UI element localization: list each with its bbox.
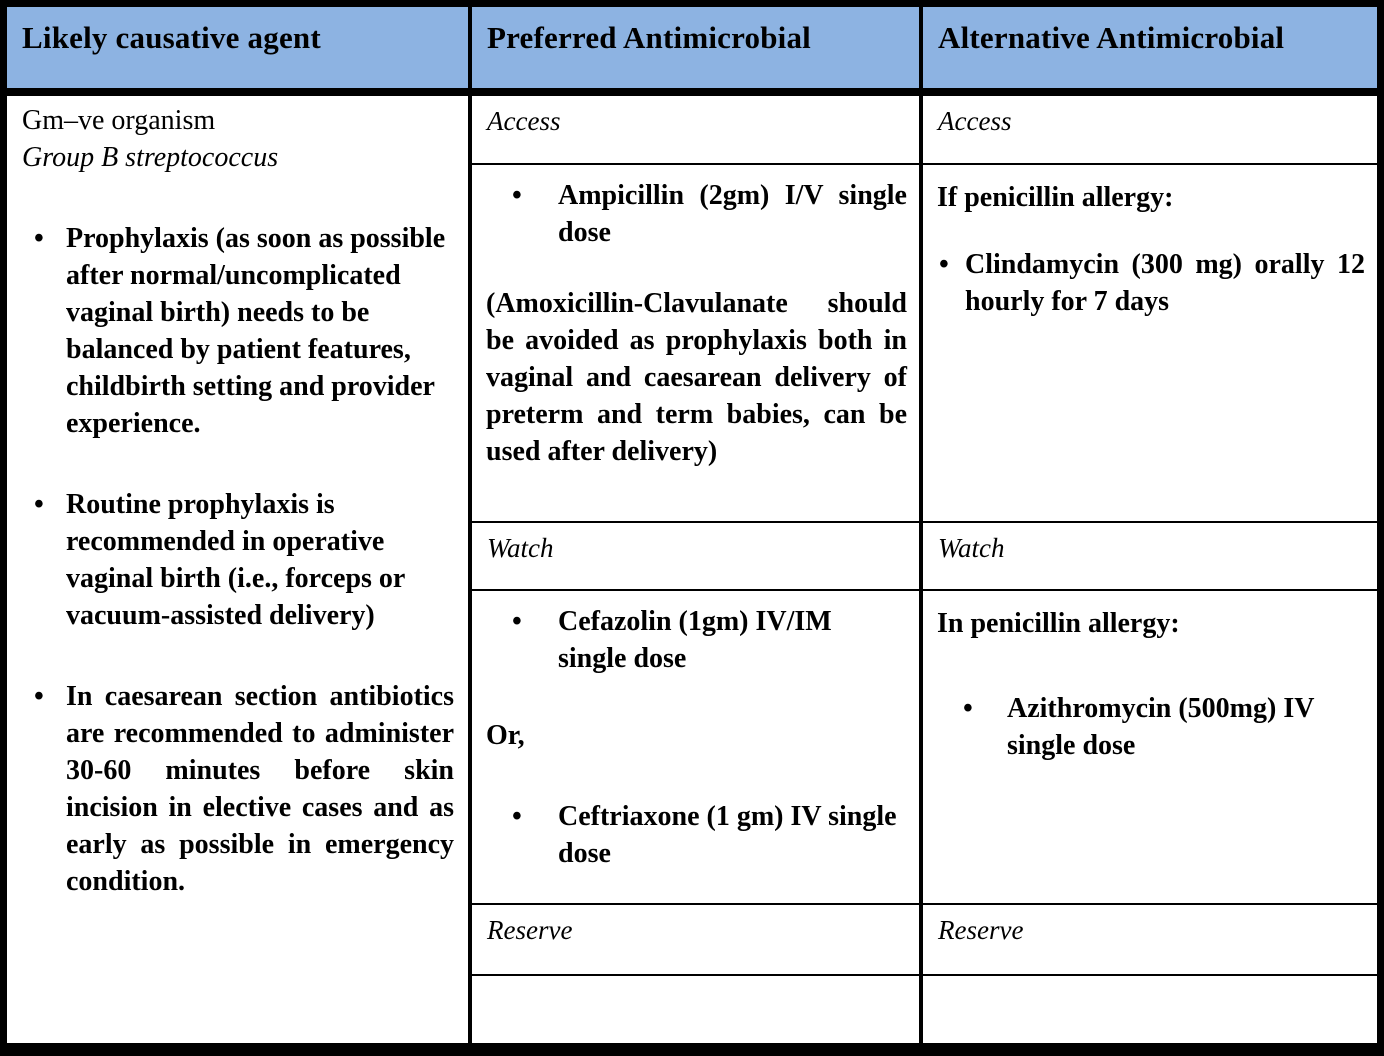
watch-label: Watch — [487, 533, 554, 563]
organism-text: Gm–ve organism — [22, 105, 216, 136]
ampicillin-bullet — [486, 177, 907, 251]
bullet-icon: • — [34, 489, 44, 520]
amoxicillin-note-text: (Amoxicillin-Clavulanate should be avoided as prophylaxis both in vaginal and caesarean delivery of preterm and term babies, can be used after delivery) — [486, 288, 907, 467]
preferred-watch-content-cell — [468, 589, 919, 903]
bullet-icon: • — [512, 606, 522, 637]
header-alternative-antimicrobial — [919, 7, 1377, 96]
penicillin-allergy-heading: In penicillin allergy: — [937, 608, 1180, 639]
organism-species-text: Group B streptococcus — [22, 142, 279, 173]
or-text: Or, — [486, 720, 525, 751]
reserve-label: Reserve — [487, 915, 573, 945]
alternative-reserve-empty-cell — [919, 974, 1377, 1043]
bullet-icon: • — [939, 249, 949, 280]
cefazolin-bullet — [486, 603, 907, 677]
access-label: Access — [938, 106, 1012, 136]
preferred-reserve-empty-cell — [468, 974, 919, 1043]
alternative-access-label-cell — [919, 96, 1377, 163]
watch-label: Watch — [938, 533, 1005, 563]
penicillin-allergy-heading: If penicillin allergy: — [937, 182, 1174, 213]
causative-bullet-3 — [22, 678, 458, 900]
clindamycin-bullet — [937, 246, 1365, 320]
causative-bullet-3-text: In caesarean section antibiotics are recommended to administer 30-60 minutes before skin incision in elective cases and as early as possible in emergency condition. — [66, 681, 454, 897]
ceftriaxone-bullet — [486, 798, 907, 872]
alternative-reserve-label-cell — [919, 903, 1377, 974]
causative-bullet-1 — [22, 220, 458, 442]
azithromycin-text: Azithromycin (500mg) IV single dose — [1007, 693, 1314, 761]
ceftriaxone-text: Ceftriaxone (1 gm) IV single dose — [558, 801, 897, 869]
causative-agent-cell — [7, 96, 468, 1043]
header-col3-label: Alternative Antimicrobial — [938, 20, 1285, 55]
ampicillin-text: Ampicillin (2gm) I/V single dose — [558, 180, 907, 248]
alternative-watch-label-cell — [919, 521, 1377, 589]
header-preferred-antimicrobial — [468, 7, 919, 96]
preferred-access-label-cell — [468, 96, 919, 163]
clindamycin-text: Clindamycin (300 mg) orally 12 hourly for 7 days — [965, 249, 1365, 317]
bullet-icon: • — [34, 223, 44, 254]
access-label: Access — [487, 106, 561, 136]
azithromycin-bullet — [937, 690, 1365, 764]
bullet-icon: • — [512, 180, 522, 211]
preferred-watch-label-cell — [468, 521, 919, 589]
bullet-icon: • — [963, 693, 973, 724]
bullet-icon: • — [34, 681, 44, 712]
bullet-icon: • — [512, 801, 522, 832]
cefazolin-text: Cefazolin (1gm) IV/IM single dose — [558, 606, 832, 674]
alternative-access-content-cell — [919, 163, 1377, 521]
reserve-label: Reserve — [938, 915, 1024, 945]
causative-bullet-1-text: Prophylaxis (as soon as possible after normal/uncomplicated vaginal birth) needs to be balanced by patient features, childbirth setting and provider experience. — [66, 223, 446, 439]
causative-bullet-2-text: Routine prophylaxis is recommended in operative vaginal birth (i.e., forceps or vacuum-assisted delivery) — [66, 489, 405, 631]
header-col1-label: Likely causative agent — [22, 20, 321, 55]
preferred-reserve-label-cell — [468, 903, 919, 974]
header-col2-label: Preferred Antimicrobial — [487, 20, 811, 55]
causative-bullet-2 — [22, 486, 458, 634]
preferred-access-content-cell — [468, 163, 919, 521]
header-likely-causative-agent — [7, 7, 468, 96]
alternative-watch-content-cell — [919, 589, 1377, 903]
